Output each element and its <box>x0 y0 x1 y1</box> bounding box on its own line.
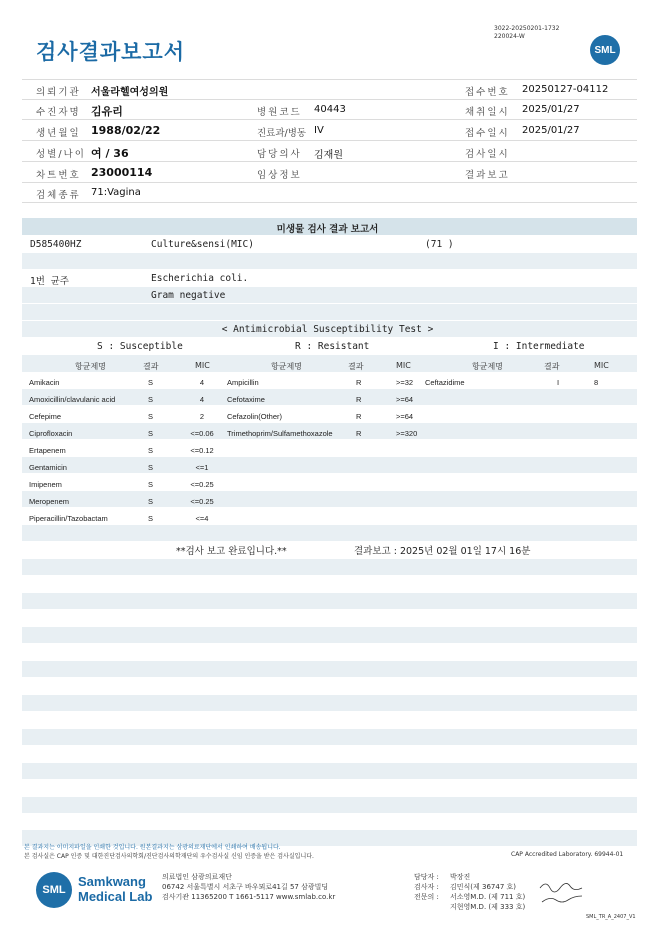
ast-mic: <=4 <box>195 514 209 523</box>
row-band <box>22 559 637 575</box>
row-band <box>22 729 637 745</box>
test-date-label: 검사일시 <box>465 149 510 160</box>
ast-result: R <box>356 378 362 387</box>
col-result-header: 결과 <box>544 362 560 371</box>
row-band <box>22 457 637 473</box>
ast-mic: 4 <box>199 395 205 404</box>
divider <box>22 182 637 183</box>
ast-drug: Amikacin <box>29 378 60 387</box>
ward-code-label: 병원코드 <box>257 107 302 118</box>
specialist-label: 전문의 : <box>414 893 439 901</box>
ast-result: S <box>148 514 154 523</box>
ast-result: R <box>356 429 362 438</box>
report-complete-text: **검사 보고 완료입니다.** <box>176 546 287 557</box>
row-band <box>22 797 637 813</box>
collect-date-value: 2025/01/27 <box>522 104 580 115</box>
ast-drug: Ciprofloxacin <box>29 429 73 438</box>
staff-value: 박장진 <box>450 873 471 881</box>
col-drug-header: 항균제명 <box>75 362 106 371</box>
legend-susceptible: S : Susceptible <box>97 341 183 352</box>
col-result-header: 결과 <box>143 362 159 371</box>
row-band <box>22 593 637 609</box>
receipt-date-value: 2025/01/27 <box>522 125 580 136</box>
sml-footer-logo: SML <box>36 872 72 908</box>
col-mic-header: MIC <box>396 361 411 370</box>
ast-drug: Piperacillin/Tazobactam <box>29 514 108 523</box>
divider <box>22 119 637 120</box>
sml-logo: SML <box>590 35 620 65</box>
accreditation-notice: 본 검사실은 CAP 인증 및 대한진단검사의학회/진단검사의학재단의 우수검사실 신임 인증을 받은 검사실입니다. <box>24 853 314 860</box>
staff-label: 담당자 : <box>414 873 439 881</box>
ast-drug: Ampicillin <box>227 378 259 387</box>
ast-result: S <box>148 412 154 421</box>
ast-mic: >=32 <box>396 378 414 387</box>
ast-title: < Antimicrobial Susceptibility Test > <box>221 324 434 335</box>
row-band <box>22 304 637 320</box>
row-band <box>22 253 637 269</box>
divider <box>22 140 637 141</box>
divider <box>22 161 637 162</box>
ast-drug: Trimethoprim/Sulfamethoxazole <box>227 429 333 438</box>
ast-result: S <box>148 446 154 455</box>
sex-age-value: 여 / 36 <box>91 147 129 160</box>
ast-drug: Imipenem <box>29 480 62 489</box>
report-time: 결과보고 : 2025년 02월 01일 17시 16분 <box>354 546 531 557</box>
ast-result: S <box>148 463 154 472</box>
birth-label: 생년월일 <box>36 128 81 139</box>
row-band <box>22 491 637 507</box>
receipt-date-label: 접수일시 <box>465 128 510 139</box>
row-band <box>22 763 637 779</box>
col-result-header: 결과 <box>348 362 364 371</box>
ast-drug: Amoxicillin/clavulanic acid <box>29 395 116 404</box>
ast-drug: Ertapenem <box>29 446 66 455</box>
dept-label: 진료과/병동 <box>257 128 307 139</box>
col-drug-header: 항균제명 <box>271 362 302 371</box>
doctor-value: 김재원 <box>314 150 343 161</box>
tester-label: 검사자 : <box>414 883 439 891</box>
ast-mic: 4 <box>199 378 205 387</box>
collect-date-label: 채취일시 <box>465 107 510 118</box>
org-contact: 검사기관 11365200 T 1661-5117 www.smlab.co.kr <box>162 893 336 901</box>
receipt-no-value: 20250127-04112 <box>522 84 609 95</box>
image-notice: 본 결과지는 이미지파일을 인쇄한 것입니다. 원본결과지는 삼광의료재단에서 인쇄하여 배송됩니다. <box>24 844 281 851</box>
test-name: Culture&sensi(MIC) <box>151 239 254 250</box>
ast-mic: >=64 <box>396 395 414 404</box>
ast-result: S <box>148 378 154 387</box>
report-title: 검사결과보고서 <box>36 40 186 64</box>
ast-drug: Gentamicin <box>29 463 67 472</box>
specimen-label: 검체종류 <box>36 190 81 201</box>
ast-drug: Cefotaxime <box>227 395 265 404</box>
divider <box>22 79 637 80</box>
ast-mic: <=0.06 <box>190 429 214 438</box>
ast-result: S <box>148 395 154 404</box>
doctor-label: 담당의사 <box>257 149 302 160</box>
ast-mic: 8 <box>594 378 599 387</box>
report-label: 결과보고 <box>465 170 510 181</box>
tester-value: 김민식(제 36747 호) <box>450 883 516 891</box>
sex-age-label: 성별/나이 <box>36 149 86 160</box>
row-band <box>22 287 637 303</box>
ast-mic: >=64 <box>396 412 414 421</box>
ast-mic: <=0.12 <box>190 446 214 455</box>
specialist-value-1: 서소영M.D. (제 711 호) <box>450 893 526 901</box>
ast-result: R <box>356 412 362 421</box>
document-number-line2: 220024-W <box>494 33 525 40</box>
signature-icon <box>538 878 588 908</box>
chart-value: 23000114 <box>91 166 153 179</box>
organism-label: 1번 균주 <box>30 276 69 287</box>
gram-stain: Gram negative <box>151 290 226 301</box>
brand-line2: Medical Lab <box>78 889 153 904</box>
org-address: 06742 서울특별시 서초구 바우뫼로41길 57 삼광빌딩 <box>162 883 329 891</box>
receipt-no-label: 접수번호 <box>465 87 510 98</box>
row-band <box>22 525 637 541</box>
ast-result: S <box>148 480 154 489</box>
staff-values <box>450 872 525 912</box>
chart-label: 차트번호 <box>36 170 81 181</box>
row-band <box>22 661 637 677</box>
legend-intermediate: I : Intermediate <box>493 341 585 352</box>
legend-resistant: R : Resistant <box>295 341 370 352</box>
specialist-value-2: 지현영M.D. (제 333 호) <box>450 903 526 911</box>
ast-result: S <box>148 429 154 438</box>
row-band <box>22 695 637 711</box>
org-info <box>162 872 335 902</box>
col-mic-header: MIC <box>594 361 609 370</box>
test-code: D585400HZ <box>30 239 82 250</box>
ast-drug: Cefepime <box>29 412 62 421</box>
test-count: (71 ) <box>425 239 454 250</box>
ast-drug: Ceftazidime <box>425 378 465 387</box>
specimen-value: 71:Vagina <box>91 187 141 198</box>
row-band <box>22 627 637 643</box>
org-name: 의료법인 삼광의료재단 <box>162 873 232 881</box>
organism-name: Escherichia coli. <box>151 273 249 284</box>
divider <box>22 202 637 203</box>
staff-labels <box>414 872 439 902</box>
birth-value: 1988/02/22 <box>91 124 161 137</box>
dept-value: IV <box>314 125 324 136</box>
ast-result: I <box>557 378 560 387</box>
ast-mic: <=0.25 <box>190 497 214 506</box>
ward-code-value: 40443 <box>314 104 346 115</box>
divider <box>22 99 637 100</box>
ast-drug: Meropenem <box>29 497 70 506</box>
ast-mic: 2 <box>199 412 205 421</box>
document-number <box>494 25 559 41</box>
ast-mic: <=0.25 <box>190 480 214 489</box>
brand-line1: Samkwang <box>78 874 146 889</box>
ast-result: R <box>356 395 362 404</box>
clinical-label: 임상정보 <box>257 170 302 181</box>
cap-accreditation: CAP Accredited Laboratory. 69944-01 <box>511 851 624 858</box>
ast-mic: >=320 <box>396 429 418 438</box>
document-number-line1: 3022-20250201-1732 <box>494 25 560 32</box>
name-value: 김유리 <box>91 105 123 118</box>
form-code: SML_TR_A_2407_V1 <box>586 914 636 920</box>
col-drug-header: 항균제명 <box>472 362 503 371</box>
brand-name <box>78 874 152 904</box>
ast-drug: Cefazolin(Other) <box>227 412 283 421</box>
ast-result: S <box>148 497 154 506</box>
col-mic-header: MIC <box>195 361 210 370</box>
ast-mic: <=1 <box>195 463 209 472</box>
name-label: 수진자명 <box>36 107 81 118</box>
institution-label: 의뢰기관 <box>36 87 81 98</box>
micro-section-title: 미생물 검사 결과 보고서 <box>276 224 379 235</box>
institution-value: 서울라헬여성의원 <box>91 87 169 98</box>
